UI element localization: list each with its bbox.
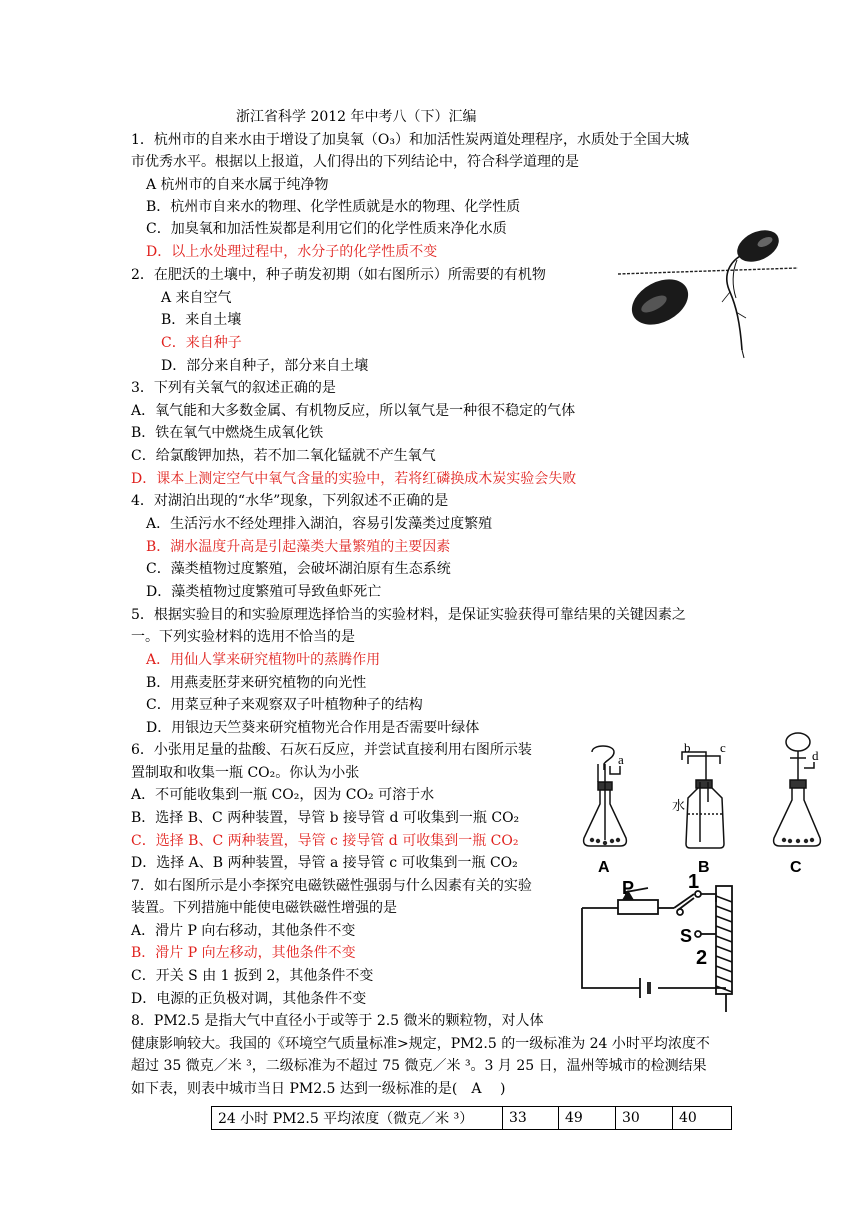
switch-contact-2-label: 2 xyxy=(696,947,708,969)
q8-stem-4: 如下表，则表中城市当日 PM2.5 达到一级标准的是( A ) xyxy=(131,1081,506,1097)
q6-stem-1: 6．小张用足量的盐酸、石灰石反应，并尝试直接利用右图所示装 xyxy=(131,742,532,758)
q8-stem-2: 健康影响较大。我国的《环境空气质量标准>规定，PM2.5 的一级标准为 24 小时平均浓度不 xyxy=(131,1036,710,1052)
q7-stem-1: 7．如右图所示是小李探究电磁铁磁性强弱与什么因素有关的实验 xyxy=(131,878,532,894)
apparatus-a-label: A xyxy=(598,859,610,876)
q1-option-b: B．杭州市自来水的物理、化学性质就是水的物理、化学性质 xyxy=(146,199,521,215)
q1-option-c: C．加臭氧和加活性炭都是利用它们的化学性质来净化水质 xyxy=(146,221,507,237)
page-title: 浙江省科学 2012 年中考八（下）汇编 xyxy=(236,109,477,125)
q1-option-d: D．以上水处理过程中，水分子的化学性质不变 xyxy=(146,244,438,260)
q1-stem-2: 市优秀水平。根据以上报道，人们得出的下列结论中，符合科学道理的是 xyxy=(131,154,579,170)
q2-option-c: C．来自种子 xyxy=(161,335,242,351)
q3-option-b: B．铁在氧气中燃烧生成氧化铁 xyxy=(131,425,324,441)
q2-option-a: A 来自空气 xyxy=(161,290,232,306)
q5-option-a: A．用仙人掌来研究植物叶的蒸腾作用 xyxy=(146,652,381,668)
q3-option-c: C．给氯酸钾加热，若不加二氧化锰就不产生氧气 xyxy=(131,448,436,464)
pm25-table xyxy=(211,1106,732,1130)
q7-option-b: B．滑片 P 向左移动，其他条件不变 xyxy=(131,945,356,961)
q4-option-c: C．藻类植物过度繁殖，会破坏湖泊原有生态系统 xyxy=(146,561,451,577)
q7-option-d: D．电源的正负极对调，其他条件不变 xyxy=(131,991,367,1007)
switch-s-label: S xyxy=(680,926,693,946)
tube-b-label: b xyxy=(684,740,691,755)
table-cell: 30 xyxy=(616,1107,673,1130)
q6-option-b: B．选择 B、C 两种装置，导管 b 接导管 d 可收集到一瓶 CO₂ xyxy=(131,810,520,826)
apparatus-b-label: B xyxy=(698,859,710,876)
q7-option-a: A．滑片 P 向右移动，其他条件不变 xyxy=(131,923,356,939)
table-cell: 33 xyxy=(503,1107,559,1130)
seed-germination-figure xyxy=(618,222,800,362)
q2-option-d: D．部分来自种子，部分来自土壤 xyxy=(161,358,369,374)
tube-c-label: c xyxy=(720,740,726,755)
slider-p-label: P xyxy=(622,878,635,898)
q6-option-a: A．不可能收集到一瓶 CO₂，因为 CO₂ 可溶于水 xyxy=(131,787,435,803)
q4-option-b: B．湖水温度升高是引起藻类大量繁殖的主要因素 xyxy=(146,539,451,555)
q5-option-b: B．用燕麦胚芽来研究植物的向光性 xyxy=(146,675,367,691)
q2-stem: 2．在肥沃的土壤中，种子萌发初期（如右图所示）所需要的有机物 xyxy=(131,267,546,283)
q5-option-c: C．用菜豆种子来观察双子叶植物种子的结构 xyxy=(146,697,423,713)
q7-option-c: C．开关 S 由 1 扳到 2，其他条件不变 xyxy=(131,968,374,984)
q6-option-c: C．选择 B、C 两种装置，导管 c 接导管 d 可收集到一瓶 CO₂ xyxy=(131,833,519,849)
q6-option-d: D．选择 A、B 两种装置，导管 a 接导管 c 可收集到一瓶 CO₂ xyxy=(131,855,518,871)
q8-stem-3: 超过 35 微克／米 ³，二级标准为不超过 75 微克／米 ³。3 月 25 日，温州等城市的检测结果 xyxy=(131,1058,707,1074)
q1-option-a: A 杭州市的自来水属于纯净物 xyxy=(146,177,329,193)
q3-stem: 3．下列有关氧气的叙述正确的是 xyxy=(131,380,336,396)
table-row xyxy=(212,1107,732,1130)
q1-stem-1: 1．杭州市的自来水由于增设了加臭氧（O₃）和加活性炭两道处理程序，水质处于全国大城 xyxy=(131,132,689,148)
gas-apparatus-figure xyxy=(576,722,826,880)
q5-option-d: D．用银边天竺葵来研究植物光合作用是否需要叶绿体 xyxy=(146,720,480,736)
q7-stem-2: 装置。下列措施中能使电磁铁磁性增强的是 xyxy=(131,900,397,916)
q8-stem-1: 8．PM2.5 是指大气中直径小于或等于 2.5 微米的颗粒物，对人体 xyxy=(131,1013,544,1029)
q2-option-b: B．来自土壤 xyxy=(161,312,242,328)
q5-stem-2: 一。下列实验材料的选用不恰当的是 xyxy=(131,629,355,645)
tube-a-label: a xyxy=(618,752,624,767)
table-header-cell: 24 小时 PM2.5 平均浓度（微克／米 ³） xyxy=(212,1107,503,1130)
q3-option-a: A．氧气能和大多数金属、有机物反应，所以氧气是一种很不稳定的气体 xyxy=(131,403,576,419)
q6-stem-2: 置制取和收集一瓶 CO₂。你认为小张 xyxy=(131,765,360,781)
table-cell: 49 xyxy=(559,1107,616,1130)
switch-contact-1-label: 1 xyxy=(688,872,700,893)
apparatus-c-label: C xyxy=(790,859,802,876)
q3-option-d: D．课本上测定空气中氧气含量的实验中，若将红磷换成木炭实验会失败 xyxy=(131,471,577,487)
tube-d-label: d xyxy=(812,748,819,763)
q4-stem: 4．对湖泊出现的“水华”现象，下列叙述不正确的是 xyxy=(131,493,449,509)
table-cell: 40 xyxy=(673,1107,732,1130)
q4-option-d: D．藻类植物过度繁殖可导致鱼虾死亡 xyxy=(146,584,382,600)
q5-stem-1: 5．根据实验目的和实验原理选择恰当的实验材料，是保证实验获得可靠结果的关键因素之 xyxy=(131,607,686,623)
water-label: 水 xyxy=(672,799,686,814)
q4-option-a: A．生活污水不经处理排入湖泊，容易引发藻类过度繁殖 xyxy=(146,516,493,532)
electromagnet-circuit-figure xyxy=(576,872,756,1014)
